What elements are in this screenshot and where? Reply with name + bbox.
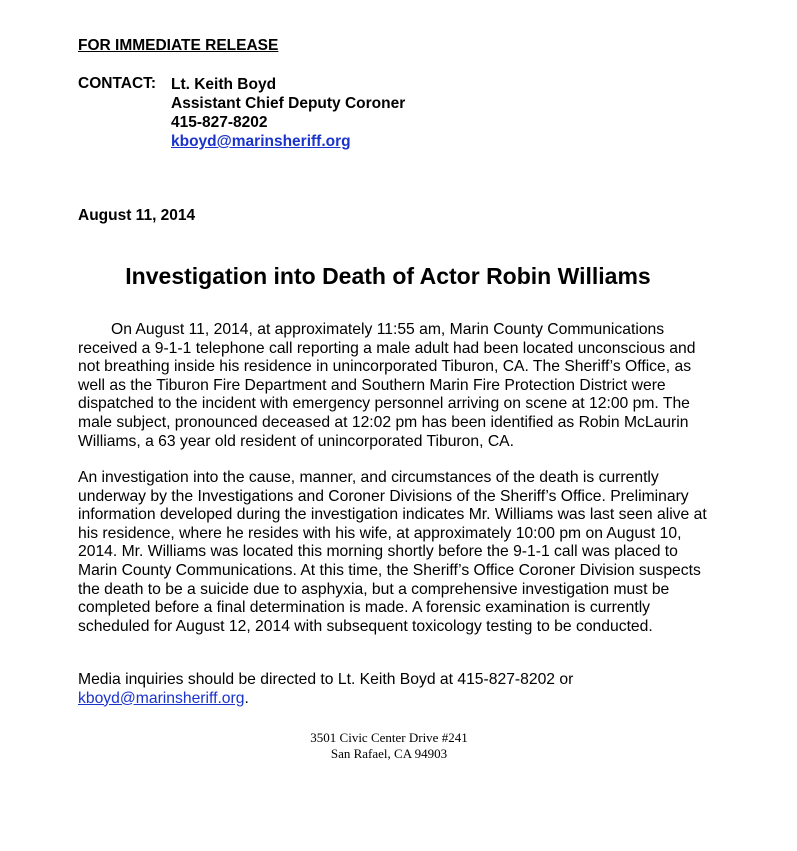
contact-block <box>171 75 405 151</box>
release-label: FOR IMMEDIATE RELEASE <box>78 37 279 54</box>
contact-email-link[interactable]: kboyd@marinsheriff.org <box>171 133 351 150</box>
paragraph-2: An investigation into the cause, manner, and circumstances of the death is currently underway by the Investigations and Coroner Divisions of the Sheriff’s Office. Preliminary information developed during the investigation indicates Mr. Williams was last seen alive at his residence, where he resides with his wife, at approximately 10:00 pm on August 10, 2014. Mr. Williams was located this morning shortly before the 9-1-1 call was placed to Marin County Communications. At this time, the Sheriff’s Office Coroner Division suspects the death to be a suicide due to asphyxia, but a comprehensive investigation must be completed before a final determination is made. A forensic examination is currently scheduled for August 12, 2014 with subsequent toxicology testing to be conducted. <box>78 469 707 635</box>
contact-name: Lt. Keith Boyd <box>171 76 277 93</box>
paragraph-3 <box>78 671 718 708</box>
media-inquiries-text: Media inquiries should be directed to Lt. Keith Boyd at 415-827-8202 or <box>78 671 574 688</box>
media-email-link[interactable]: kboyd@marinsheriff.org <box>78 689 245 707</box>
contact-phone: 415-827-8202 <box>171 114 268 131</box>
release-date: August 11, 2014 <box>78 207 196 224</box>
address-line-1: 3501 Civic Center Drive #241 <box>310 730 468 745</box>
paragraph-1: On August 11, 2014, at approximately 11:55 am, Marin County Communications received a 9-1-1 telephone call reporting a male adult had been located unconscious and not breathing inside his residence in unincorporated Tiburon, CA. The Sheriff’s Office, as well as the Tiburon Fire Department and Southern Marin Fire Protection District were dispatched to the incident with emergency personnel arriving on scene at 12:00 pm. The male subject, pronounced deceased at 12:02 pm has been identified as Robin McLaurin Williams, a 63 year old resident of unincorporated Tiburon, CA. <box>78 321 696 450</box>
contact-position: Assistant Chief Deputy Coroner <box>171 95 406 112</box>
page-title: Investigation into Death of Actor Robin Williams <box>125 263 651 289</box>
paragraph-3-end: . <box>244 689 249 707</box>
contact-label: CONTACT: <box>78 75 157 92</box>
address-line-2: San Rafael, CA 94903 <box>330 746 448 761</box>
footer-address <box>0 730 778 762</box>
